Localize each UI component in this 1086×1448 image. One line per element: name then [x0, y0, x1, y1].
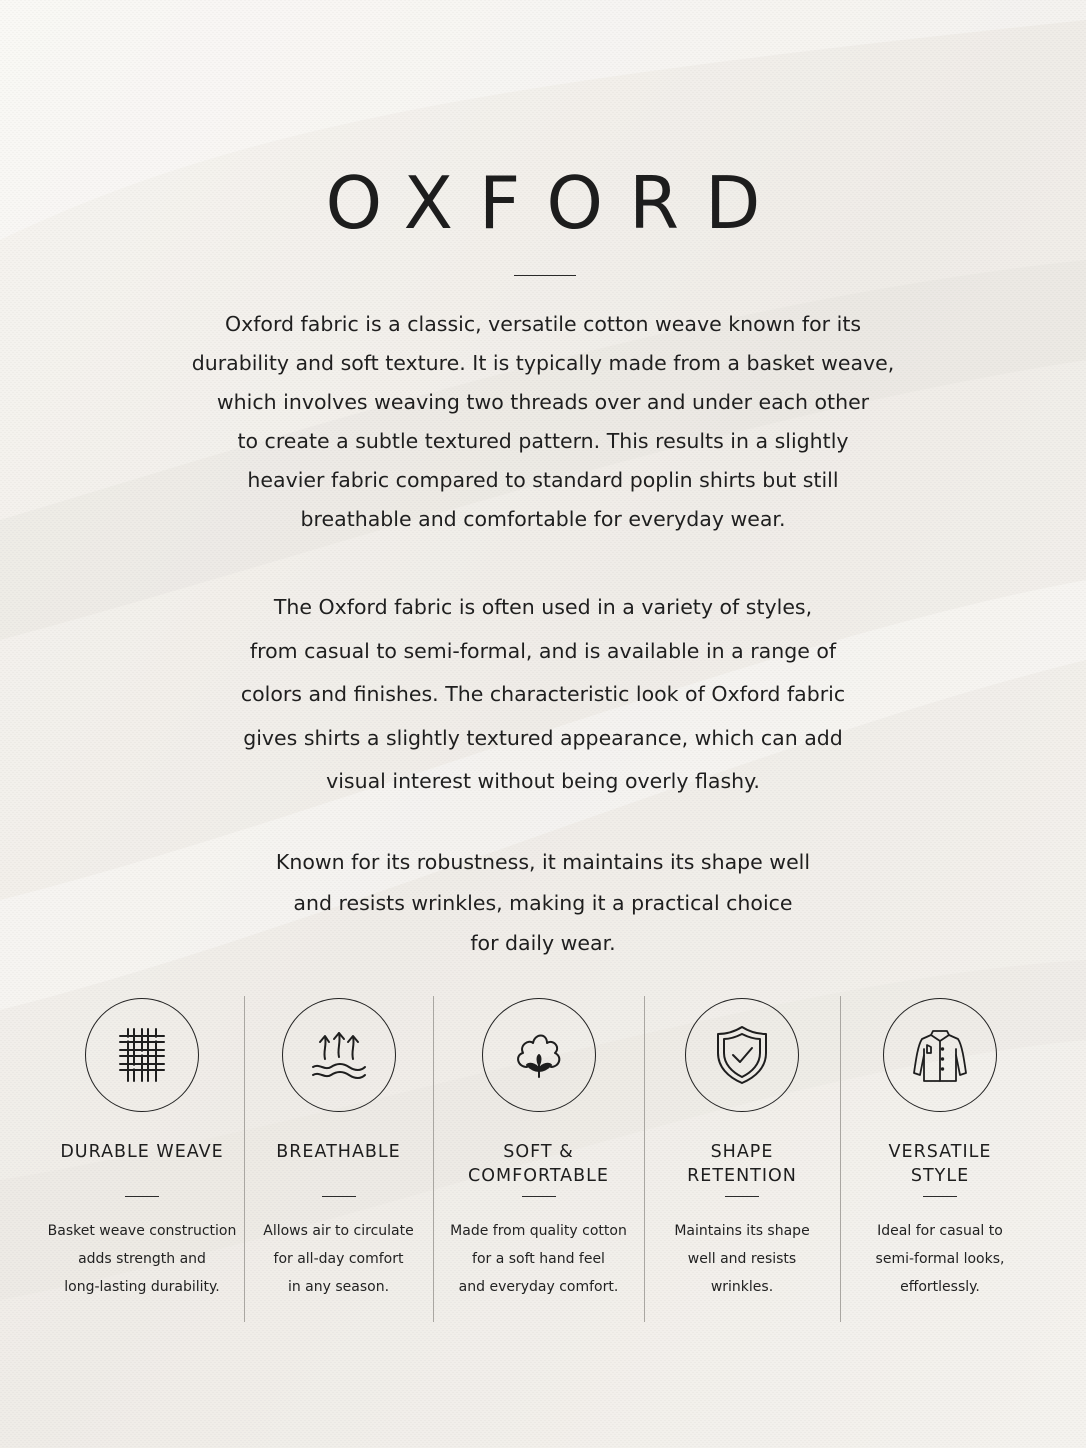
feature-soft-comfortable — [433, 996, 644, 1322]
feature-description: Allows air to circulate for all-day comfort in any season. — [263, 1223, 414, 1295]
feature-title: SHAPE RETENTION — [687, 1142, 797, 1186]
feature-versatile-style — [840, 996, 1040, 1322]
cotton-boll-icon — [482, 998, 596, 1112]
feature-title: VERSATILE STYLE — [888, 1142, 992, 1186]
feature-durable-weave — [40, 996, 244, 1322]
feature-description: Maintains its shape well and resists wrinkles. — [674, 1223, 810, 1295]
intro-paragraph: Oxford fabric is a classic, versatile cotton weave known for its durability and soft texture. It is typically made from a basket weave, which involves weaving two threads over and under each other to create a subtle textured pattern. This results in a slightly heavier fabric compared to standard poplin shirts but still breathable and comfortable for everyday wear. — [191, 312, 895, 531]
feature-row — [40, 996, 1040, 1322]
robustness-paragraph: Known for its robustness, it maintains its shape well and resists wrinkles, making it a practical choice for daily wear. — [275, 850, 811, 955]
title-divider — [514, 275, 576, 276]
shield-check-icon — [685, 998, 799, 1112]
feature-title: BREATHABLE — [276, 1142, 401, 1162]
feature-divider — [923, 1196, 957, 1197]
feature-title: DURABLE WEAVE — [60, 1142, 224, 1162]
feature-breathable — [244, 996, 433, 1322]
feature-divider — [522, 1196, 556, 1197]
feature-divider — [125, 1196, 159, 1197]
feature-shape-retention — [644, 996, 840, 1322]
page-title: OXFORD — [325, 161, 787, 245]
airflow-arrows-icon — [282, 998, 396, 1112]
feature-title: SOFT & COMFORTABLE — [468, 1142, 609, 1186]
feature-divider — [725, 1196, 759, 1197]
styles-paragraph: The Oxford fabric is often used in a variety of styles, from casual to semi-formal, and is available in a range of colors and finishes. The characteristic look of Oxford fabric gives shirts a slightly textured appearance, which can add visual interest without being overly flashy. — [240, 595, 846, 793]
feature-description: Ideal for casual to semi-formal looks, effortlessly. — [875, 1223, 1005, 1295]
feature-description: Basket weave construction adds strength and long-lasting durability. — [47, 1223, 237, 1295]
feature-divider — [322, 1196, 356, 1197]
shirt-icon — [883, 998, 997, 1112]
feature-description: Made from quality cotton for a soft hand feel and everyday comfort. — [450, 1223, 627, 1295]
basket-weave-icon — [85, 998, 199, 1112]
